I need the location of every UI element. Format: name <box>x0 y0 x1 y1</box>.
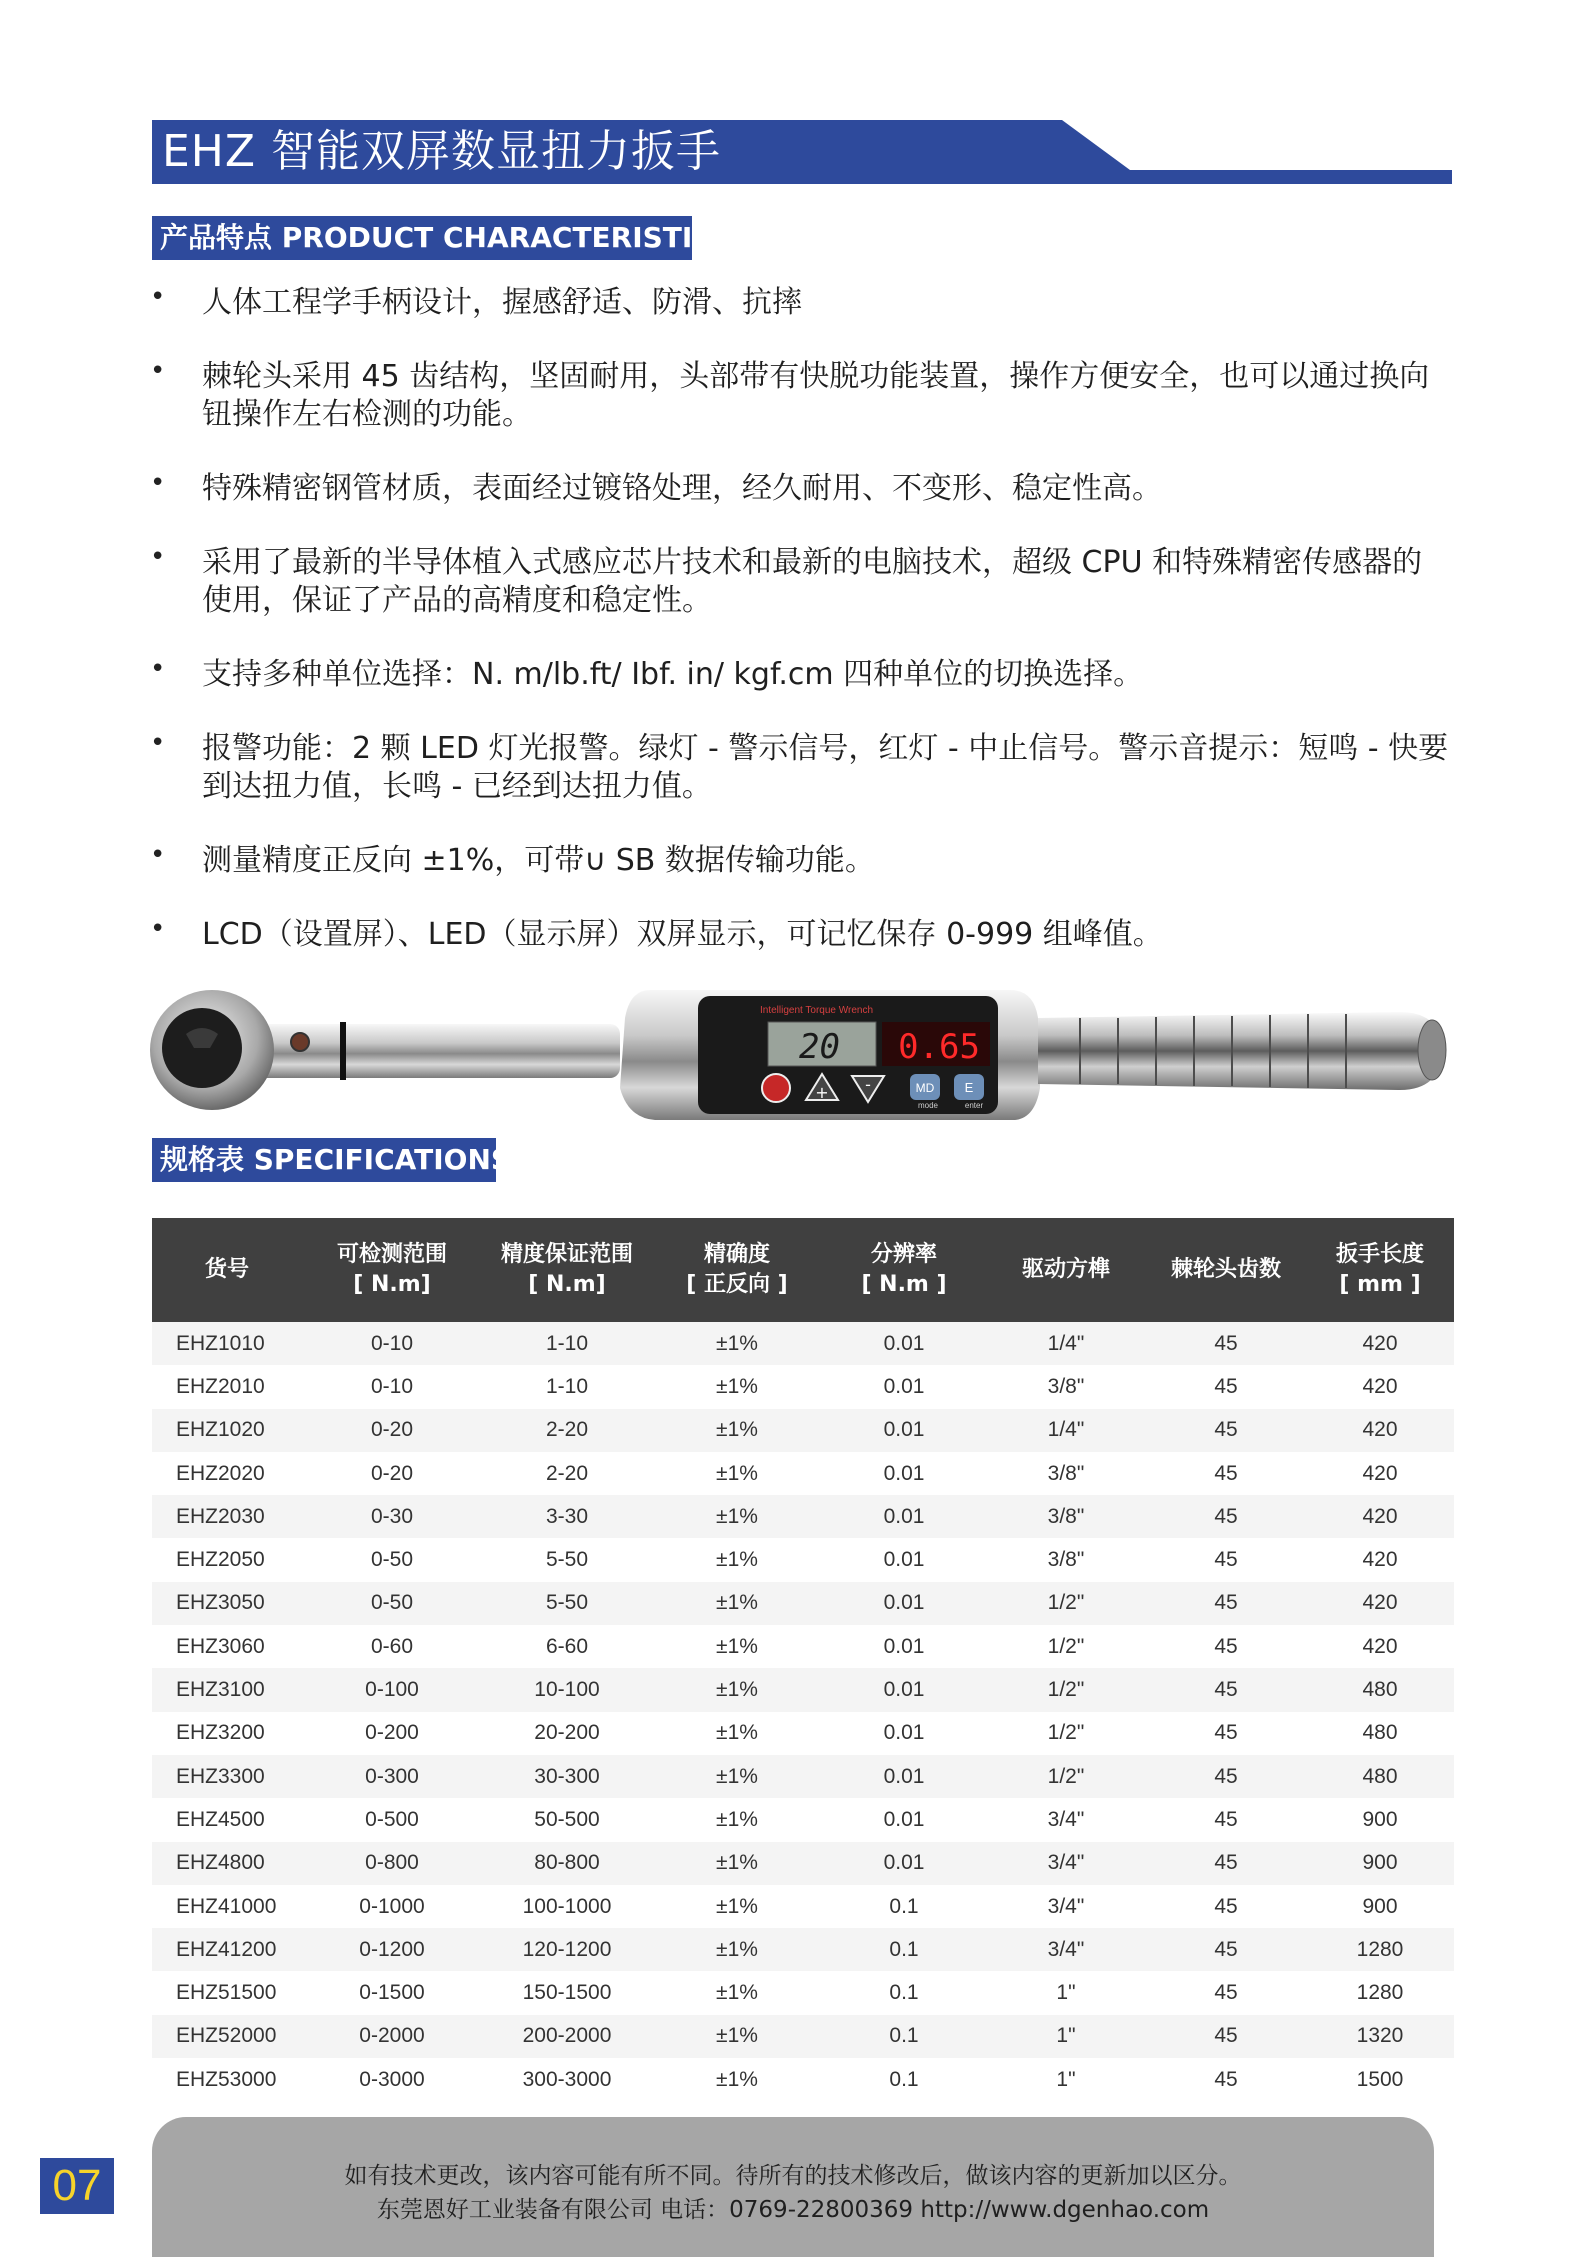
cell-length: 900 <box>1306 1842 1454 1885</box>
cell-range: 0-60 <box>302 1625 482 1668</box>
wrench-shaft <box>220 1024 620 1078</box>
cell-length: 420 <box>1306 1538 1454 1581</box>
cell-accuracy-range: 1-10 <box>482 1365 652 1408</box>
cell-model: EHZ3300 <box>152 1755 302 1798</box>
cell-accuracy-range: 10-100 <box>482 1668 652 1711</box>
cell-drive: 1/4" <box>986 1322 1146 1365</box>
cell-model: EHZ41200 <box>152 1928 302 1971</box>
cell-range: 0-300 <box>302 1755 482 1798</box>
feature-text: 报警功能：2 颗 LED 灯光报警。绿灯 - 警示信号，红灯 - 中止信号。警示音提示：短鸣 - 快要到达扭力值，长鸣 - 已经到达扭力值。 <box>202 731 1449 804</box>
cell-teeth: 45 <box>1146 1971 1306 2014</box>
header-teeth: 棘轮头齿数 <box>1146 1218 1306 1322</box>
cell-accuracy-range: 120-1200 <box>482 1928 652 1971</box>
cell-resolution: 0.01 <box>822 1842 986 1885</box>
cell-resolution: 0.1 <box>822 2015 986 2058</box>
feature-item <box>150 544 1450 620</box>
cell-precision: ±1% <box>652 1452 822 1495</box>
page-number: 07 <box>40 2158 114 2214</box>
table-row <box>152 1885 1454 1928</box>
table-row <box>152 1365 1454 1408</box>
cell-range: 0-50 <box>302 1538 482 1581</box>
feature-text: 测量精度正反向 ±1%，可带∪ SB 数据传输功能。 <box>202 843 875 878</box>
feature-item <box>150 284 1450 322</box>
footer-panel <box>152 2117 1434 2257</box>
table-row <box>152 2015 1454 2058</box>
cell-accuracy-range: 1-10 <box>482 1322 652 1365</box>
table-row <box>152 1625 1454 1668</box>
cell-resolution: 0.01 <box>822 1365 986 1408</box>
cell-length: 420 <box>1306 1365 1454 1408</box>
bullet-icon: • <box>150 728 166 758</box>
cell-range: 0-50 <box>302 1582 482 1625</box>
table-row <box>152 1409 1454 1452</box>
cell-drive: 1" <box>986 2015 1146 2058</box>
feature-item <box>150 916 1450 954</box>
cell-model: EHZ3100 <box>152 1668 302 1711</box>
cell-teeth: 45 <box>1146 1582 1306 1625</box>
cell-range: 0-3000 <box>302 2058 482 2101</box>
cell-drive: 3/8" <box>986 1495 1146 1538</box>
cell-resolution: 0.01 <box>822 1322 986 1365</box>
cell-length: 1280 <box>1306 1928 1454 1971</box>
cell-teeth: 45 <box>1146 1365 1306 1408</box>
table-row <box>152 1322 1454 1365</box>
mode-button-label: MD <box>915 1081 935 1095</box>
shaft-ring <box>340 1022 346 1080</box>
header-length: 扳手长度 [ mm ] <box>1306 1218 1454 1322</box>
cell-length: 1500 <box>1306 2058 1454 2101</box>
cell-teeth: 45 <box>1146 1928 1306 1971</box>
cell-range: 0-2000 <box>302 2015 482 2058</box>
cell-range: 0-800 <box>302 1842 482 1885</box>
cell-model: EHZ3200 <box>152 1712 302 1755</box>
cell-length: 420 <box>1306 1495 1454 1538</box>
lcd-readout: 20 <box>799 1027 840 1067</box>
cell-resolution: 0.01 <box>822 1668 986 1711</box>
header-accuracy-range: 精度保证范围 [ N.m] <box>482 1218 652 1322</box>
cell-precision: ±1% <box>652 2015 822 2058</box>
cell-accuracy-range: 80-800 <box>482 1842 652 1885</box>
cell-resolution: 0.01 <box>822 1538 986 1581</box>
cell-resolution: 0.01 <box>822 1712 986 1755</box>
table-row <box>152 1755 1454 1798</box>
cell-teeth: 45 <box>1146 1668 1306 1711</box>
bullet-icon: • <box>150 542 166 572</box>
feature-text: 棘轮头采用 45 齿结构，坚固耐用，头部带有快脱功能装置，操作方便安全，也可以通过换向钮操作左右检测的功能。 <box>202 359 1430 432</box>
cell-precision: ±1% <box>652 1625 822 1668</box>
cell-precision: ±1% <box>652 2058 822 2101</box>
cell-resolution: 0.01 <box>822 1798 986 1841</box>
bullet-icon: • <box>150 914 166 944</box>
bullet-icon: • <box>150 654 166 684</box>
feature-item <box>150 730 1450 806</box>
product-image <box>150 978 1450 1128</box>
table-row <box>152 1582 1454 1625</box>
feature-text: 人体工程学手柄设计，握感舒适、防滑、抗摔 <box>202 285 802 320</box>
cell-accuracy-range: 3-30 <box>482 1495 652 1538</box>
cell-range: 0-100 <box>302 1668 482 1711</box>
cell-accuracy-range: 5-50 <box>482 1538 652 1581</box>
feature-text: 采用了最新的半导体植入式感应芯片技术和最新的电脑技术，超级 CPU 和特殊精密传感器的使用，保证了产品的高精度和稳定性。 <box>202 545 1423 618</box>
cell-model: EHZ41000 <box>152 1885 302 1928</box>
page-title: EHZ 智能双屏数显扭力扳手 <box>162 126 722 177</box>
cell-length: 900 <box>1306 1885 1454 1928</box>
cell-model: EHZ2020 <box>152 1452 302 1495</box>
led-readout: 0.65 <box>898 1027 980 1067</box>
cell-accuracy-range: 150-1500 <box>482 1971 652 2014</box>
table-row <box>152 1538 1454 1581</box>
panel-label: Intelligent Torque Wrench <box>760 1005 874 1016</box>
cell-resolution: 0.01 <box>822 1452 986 1495</box>
cell-model: EHZ3060 <box>152 1625 302 1668</box>
header-range: 可检测范围 [ N.m] <box>302 1218 482 1322</box>
cell-model: EHZ51500 <box>152 1971 302 2014</box>
cell-model: EHZ2030 <box>152 1495 302 1538</box>
cell-length: 900 <box>1306 1798 1454 1841</box>
enter-button-label: E <box>964 1080 974 1095</box>
table-row <box>152 1971 1454 2014</box>
feature-text: 特殊精密钢管材质，表面经过镀铬处理，经久耐用、不变形、稳定性高。 <box>202 471 1162 506</box>
cell-accuracy-range: 2-20 <box>482 1409 652 1452</box>
cell-drive: 1/2" <box>986 1625 1146 1668</box>
cell-precision: ±1% <box>652 1798 822 1841</box>
header-model: 货号 <box>152 1218 302 1322</box>
cell-length: 480 <box>1306 1668 1454 1711</box>
cell-model: EHZ53000 <box>152 2058 302 2101</box>
cell-drive: 1/2" <box>986 1668 1146 1711</box>
feature-text: LCD（设置屏）、LED（显示屏）双屏显示，可记忆保存 0-999 组峰值。 <box>202 917 1163 952</box>
cell-teeth: 45 <box>1146 1409 1306 1452</box>
cell-length: 1320 <box>1306 2015 1454 2058</box>
torque-wrench-illustration <box>150 978 1450 1128</box>
cell-length: 1280 <box>1306 1971 1454 2014</box>
cell-teeth: 45 <box>1146 2058 1306 2101</box>
spec-table-container <box>152 1218 1454 2101</box>
table-row <box>152 1928 1454 1971</box>
cell-drive: 3/4" <box>986 1928 1146 1971</box>
cell-range: 0-10 <box>302 1365 482 1408</box>
cell-resolution: 0.01 <box>822 1495 986 1538</box>
cell-model: EHZ2050 <box>152 1538 302 1581</box>
cell-teeth: 45 <box>1146 1538 1306 1581</box>
cell-drive: 1" <box>986 1971 1146 2014</box>
table-body <box>152 1322 1454 2101</box>
cell-precision: ±1% <box>652 1755 822 1798</box>
cell-range: 0-200 <box>302 1712 482 1755</box>
cell-drive: 1/2" <box>986 1712 1146 1755</box>
cell-accuracy-range: 200-2000 <box>482 2015 652 2058</box>
cell-teeth: 45 <box>1146 1798 1306 1841</box>
cell-teeth: 45 <box>1146 1322 1306 1365</box>
cell-accuracy-range: 300-3000 <box>482 2058 652 2101</box>
table-row <box>152 1842 1454 1885</box>
header-resolution: 分辨率 [ N.m ] <box>822 1218 986 1322</box>
enter-button-sublabel: enter <box>964 1101 984 1110</box>
title-banner <box>152 120 1452 184</box>
cell-model: EHZ1020 <box>152 1409 302 1452</box>
cell-drive: 3/4" <box>986 1842 1146 1885</box>
cell-drive: 3/4" <box>986 1885 1146 1928</box>
cell-length: 480 <box>1306 1755 1454 1798</box>
feature-list <box>150 284 1450 990</box>
cell-precision: ±1% <box>652 1495 822 1538</box>
cell-precision: ±1% <box>652 1538 822 1581</box>
cell-teeth: 45 <box>1146 2015 1306 2058</box>
cell-resolution: 0.01 <box>822 1625 986 1668</box>
handle-end-cap <box>1418 1020 1446 1080</box>
bullet-icon: • <box>150 356 166 386</box>
cell-accuracy-range: 50-500 <box>482 1798 652 1841</box>
cell-drive: 1/4" <box>986 1409 1146 1452</box>
cell-drive: 1/2" <box>986 1755 1146 1798</box>
minus-button-label: - <box>865 1075 871 1094</box>
cell-resolution: 0.1 <box>822 1885 986 1928</box>
cell-range: 0-1500 <box>302 1971 482 2014</box>
cell-length: 420 <box>1306 1582 1454 1625</box>
cell-model: EHZ3050 <box>152 1582 302 1625</box>
cell-resolution: 0.1 <box>822 1971 986 2014</box>
cell-teeth: 45 <box>1146 1625 1306 1668</box>
footer-contact: 东莞恩好工业装备有限公司 电话：0769-22800369 http://www.dgenhao.com <box>376 2197 1210 2223</box>
cell-resolution: 0.01 <box>822 1582 986 1625</box>
cell-range: 0-10 <box>302 1322 482 1365</box>
cell-length: 420 <box>1306 1625 1454 1668</box>
cell-accuracy-range: 2-20 <box>482 1452 652 1495</box>
cell-accuracy-range: 5-50 <box>482 1582 652 1625</box>
cell-teeth: 45 <box>1146 1452 1306 1495</box>
cell-model: EHZ4800 <box>152 1842 302 1885</box>
cell-accuracy-range: 6-60 <box>482 1625 652 1668</box>
cell-precision: ±1% <box>652 1582 822 1625</box>
table-row <box>152 1495 1454 1538</box>
cell-model: EHZ4500 <box>152 1798 302 1841</box>
grip-handle <box>1038 1012 1444 1090</box>
cell-precision: ±1% <box>652 1885 822 1928</box>
cell-precision: ±1% <box>652 1365 822 1408</box>
cell-accuracy-range: 100-1000 <box>482 1885 652 1928</box>
cell-precision: ±1% <box>652 1842 822 1885</box>
bullet-icon: • <box>150 468 166 498</box>
features-section-header: 产品特点 PRODUCT CHARACTERISTICS <box>152 216 692 260</box>
cell-precision: ±1% <box>652 1322 822 1365</box>
feature-item <box>150 470 1450 508</box>
cell-model: EHZ2010 <box>152 1365 302 1408</box>
cell-teeth: 45 <box>1146 1755 1306 1798</box>
cell-model: EHZ52000 <box>152 2015 302 2058</box>
cell-range: 0-20 <box>302 1452 482 1495</box>
table-row <box>152 2058 1454 2101</box>
cell-model: EHZ1010 <box>152 1322 302 1365</box>
cell-range: 0-1000 <box>302 1885 482 1928</box>
cell-precision: ±1% <box>652 1712 822 1755</box>
cell-resolution: 0.1 <box>822 2058 986 2101</box>
feature-item <box>150 842 1450 880</box>
feature-item <box>150 358 1450 434</box>
plus-button-label: + <box>815 1083 829 1102</box>
cell-drive: 1/2" <box>986 1582 1146 1625</box>
feature-text: 支持多种单位选择：N. m/lb.ft/ Ibf. in/ kgf.cm 四种单位的切换选择。 <box>202 657 1144 692</box>
power-button <box>762 1074 790 1102</box>
cell-resolution: 0.01 <box>822 1409 986 1452</box>
cell-drive: 3/8" <box>986 1365 1146 1408</box>
cell-accuracy-range: 20-200 <box>482 1712 652 1755</box>
footer-note: 如有技术更改，该内容可能有所不同。待所有的技术修改后，做该内容的更新加以区分。 <box>344 2163 1242 2189</box>
table-header-row <box>152 1218 1454 1322</box>
cell-range: 0-500 <box>302 1798 482 1841</box>
cell-drive: 3/8" <box>986 1452 1146 1495</box>
cell-drive: 3/4" <box>986 1798 1146 1841</box>
header-precision: 精确度 [ 正反向 ] <box>652 1218 822 1322</box>
cell-range: 0-20 <box>302 1409 482 1452</box>
spec-table <box>152 1218 1454 2101</box>
cell-teeth: 45 <box>1146 1495 1306 1538</box>
cell-accuracy-range: 30-300 <box>482 1755 652 1798</box>
specs-section-header: 规格表 SPECIFICATIONS <box>152 1138 496 1182</box>
cell-precision: ±1% <box>652 1971 822 2014</box>
cell-precision: ±1% <box>652 1928 822 1971</box>
header-drive: 驱动方榫 <box>986 1218 1146 1322</box>
cell-teeth: 45 <box>1146 1885 1306 1928</box>
quick-release-button <box>291 1033 309 1051</box>
mode-button-sublabel: mode <box>917 1101 939 1110</box>
cell-length: 420 <box>1306 1322 1454 1365</box>
table-row <box>152 1712 1454 1755</box>
cell-length: 480 <box>1306 1712 1454 1755</box>
cell-resolution: 0.01 <box>822 1755 986 1798</box>
cell-length: 420 <box>1306 1452 1454 1495</box>
cell-resolution: 0.1 <box>822 1928 986 1971</box>
cell-precision: ±1% <box>652 1668 822 1711</box>
cell-range: 0-1200 <box>302 1928 482 1971</box>
cell-length: 420 <box>1306 1409 1454 1452</box>
table-row <box>152 1452 1454 1495</box>
cell-drive: 3/8" <box>986 1538 1146 1581</box>
bullet-icon: • <box>150 840 166 870</box>
table-row <box>152 1668 1454 1711</box>
cell-drive: 1" <box>986 2058 1146 2101</box>
cell-precision: ±1% <box>652 1409 822 1452</box>
bullet-icon: • <box>150 282 166 312</box>
cell-teeth: 45 <box>1146 1712 1306 1755</box>
cell-range: 0-30 <box>302 1495 482 1538</box>
feature-item <box>150 656 1450 694</box>
cell-teeth: 45 <box>1146 1842 1306 1885</box>
table-row <box>152 1798 1454 1841</box>
